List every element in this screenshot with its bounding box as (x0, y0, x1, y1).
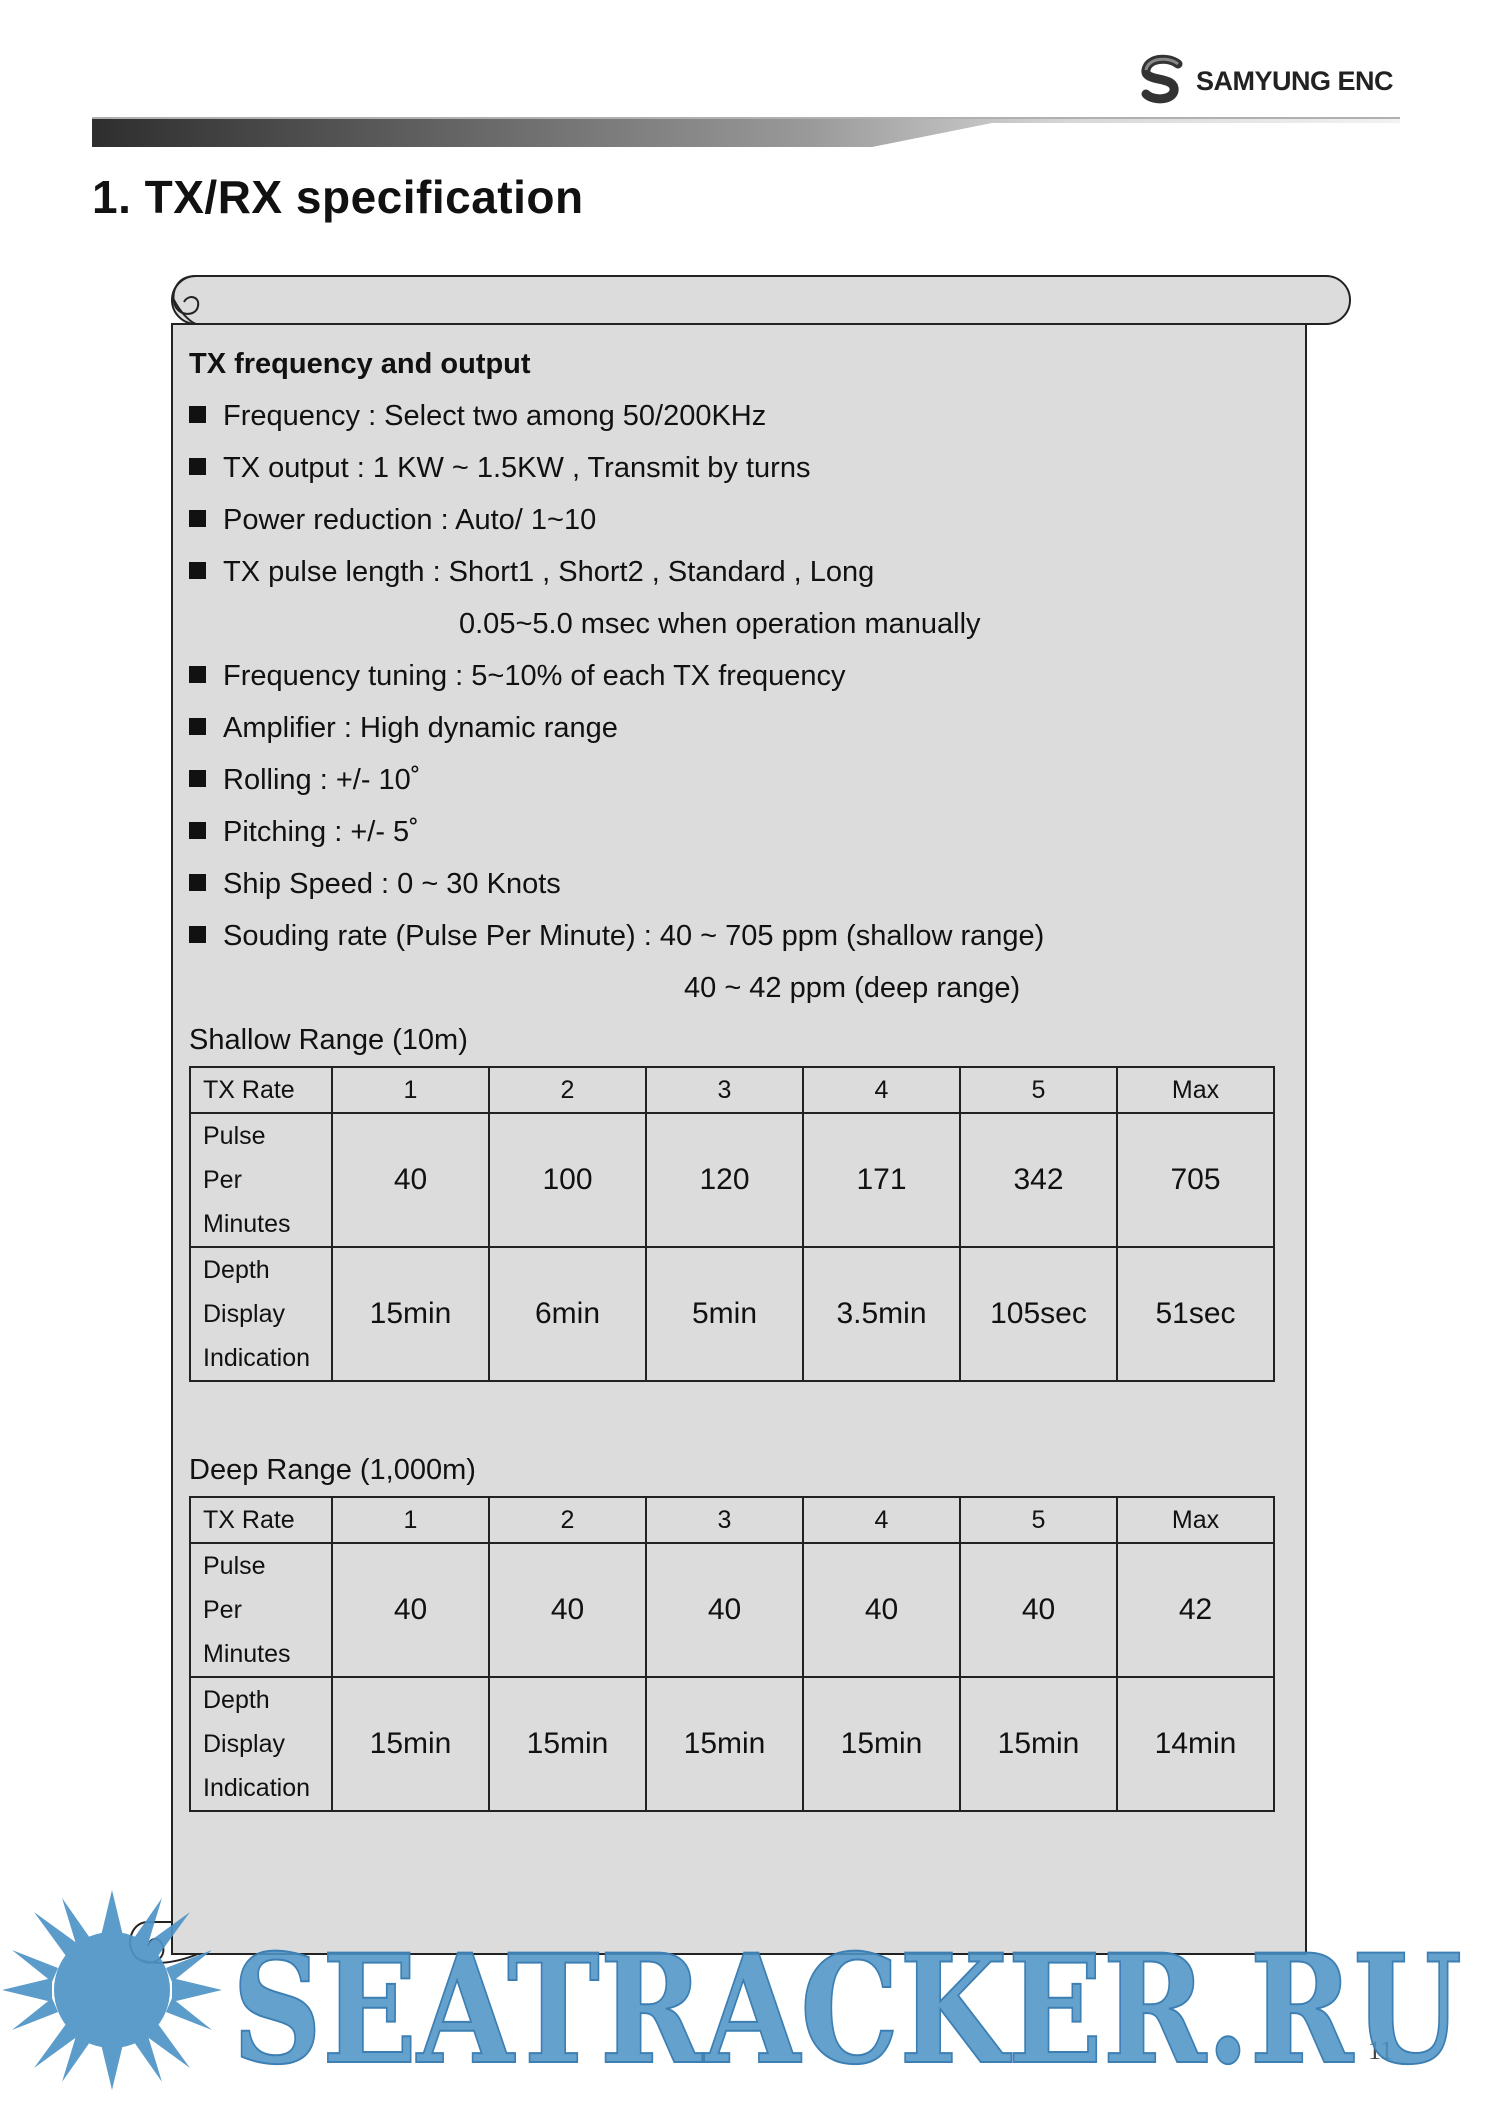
spec-content (189, 338, 1289, 1812)
list-item: Frequency : Select two among 50/200KHz (189, 390, 1289, 442)
sun-icon (2, 1890, 222, 2090)
header-gradient-bar (92, 115, 1400, 149)
table-cell: 342 (960, 1113, 1117, 1247)
table-cell: 15min (646, 1677, 803, 1811)
table-header-cell: Max (1117, 1497, 1274, 1543)
table-header-cell: 2 (489, 1497, 646, 1543)
table-cell: 40 (332, 1113, 489, 1247)
square-bullet-icon (189, 926, 206, 943)
square-bullet-icon (189, 666, 206, 683)
table-cell: 15min (803, 1677, 960, 1811)
table-header-cell: 3 (646, 1497, 803, 1543)
square-bullet-icon (189, 874, 206, 891)
square-bullet-icon (189, 562, 206, 579)
table-cell: 105sec (960, 1247, 1117, 1381)
row-label: Pulse Per Minutes (190, 1543, 332, 1677)
table-header-cell: 5 (960, 1067, 1117, 1113)
table-cell: 6min (489, 1247, 646, 1381)
list-item: Pitching : +/- 5˚ (189, 806, 1289, 858)
list-item: TX output : 1 KW ~ 1.5KW , Transmit by turns (189, 442, 1289, 494)
section-heading: TX frequency and output (189, 348, 531, 380)
table-cell: 42 (1117, 1543, 1274, 1677)
deep-range-table (189, 1496, 1275, 1812)
table-cell: 15min (489, 1677, 646, 1811)
table-row (190, 1677, 1274, 1811)
list-item: Frequency tuning : 5~10% of each TX frequency (189, 650, 1289, 702)
deep-range-title: Deep Range (1,000m) (189, 1454, 476, 1486)
table-header-cell: 3 (646, 1067, 803, 1113)
table-header-cell: TX Rate (190, 1497, 332, 1543)
table-header-cell: 4 (803, 1497, 960, 1543)
table-cell: 5min (646, 1247, 803, 1381)
square-bullet-icon (189, 770, 206, 787)
table-cell: 40 (332, 1543, 489, 1677)
table-cell: 705 (1117, 1113, 1274, 1247)
list-item: Ship Speed : 0 ~ 30 Knots (189, 858, 1289, 910)
table-header-cell: 5 (960, 1497, 1117, 1543)
table-cell: 15min (332, 1677, 489, 1811)
table-cell: 15min (960, 1677, 1117, 1811)
table-cell: 40 (803, 1543, 960, 1677)
spec-list (189, 390, 1289, 1014)
list-item-continuation: 0.05~5.0 msec when operation manually (459, 608, 981, 640)
brand-name: SAMYUNG ENC (1196, 66, 1394, 96)
table-row (190, 1113, 1274, 1247)
table-header-cell: TX Rate (190, 1067, 332, 1113)
table-cell: 100 (489, 1113, 646, 1247)
table-row (190, 1543, 1274, 1677)
list-item: TX pulse length : Short1 , Short2 , Standard , Long (189, 546, 1289, 598)
table-header-cell: 1 (332, 1067, 489, 1113)
samyung-logo-icon (1138, 54, 1190, 106)
table-header-row (190, 1067, 1274, 1113)
table-row (190, 1247, 1274, 1381)
list-item: Amplifier : High dynamic range (189, 702, 1289, 754)
list-item: Rolling : +/- 10˚ (189, 754, 1289, 806)
brand-logo (1138, 54, 1408, 106)
table-cell: 171 (803, 1113, 960, 1247)
list-item: Souding rate (Pulse Per Minute) : 40 ~ 705 ppm (shallow range) (189, 910, 1289, 962)
table-header-cell: 1 (332, 1497, 489, 1543)
page-number: 11 (1368, 2036, 1394, 2065)
table-cell: 40 (489, 1543, 646, 1677)
row-label: Depth Display Indication (190, 1247, 332, 1381)
square-bullet-icon (189, 510, 206, 527)
seatracker-watermark (0, 1880, 1487, 2104)
square-bullet-icon (189, 718, 206, 735)
square-bullet-icon (189, 406, 206, 423)
shallow-range-title: Shallow Range (10m) (189, 1024, 468, 1056)
table-cell: 51sec (1117, 1247, 1274, 1381)
page-title: 1. TX/RX specification (92, 171, 584, 223)
table-cell: 14min (1117, 1677, 1274, 1811)
table-cell: 40 (646, 1543, 803, 1677)
square-bullet-icon (189, 822, 206, 839)
table-cell: 40 (960, 1543, 1117, 1677)
table-cell: 120 (646, 1113, 803, 1247)
table-cell: 3.5min (803, 1247, 960, 1381)
table-header-cell: 4 (803, 1067, 960, 1113)
watermark-text: SEATRACKER.RU (232, 1922, 1462, 2098)
table-header-row (190, 1497, 1274, 1543)
shallow-range-table (189, 1066, 1275, 1382)
square-bullet-icon (189, 458, 206, 475)
row-label: Depth Display Indication (190, 1677, 332, 1811)
table-header-cell: Max (1117, 1067, 1274, 1113)
table-header-cell: 2 (489, 1067, 646, 1113)
list-item-continuation: 40 ~ 42 ppm (deep range) (684, 972, 1021, 1004)
row-label: Pulse Per Minutes (190, 1113, 332, 1247)
table-cell: 15min (332, 1247, 489, 1381)
list-item: Power reduction : Auto/ 1~10 (189, 494, 1289, 546)
